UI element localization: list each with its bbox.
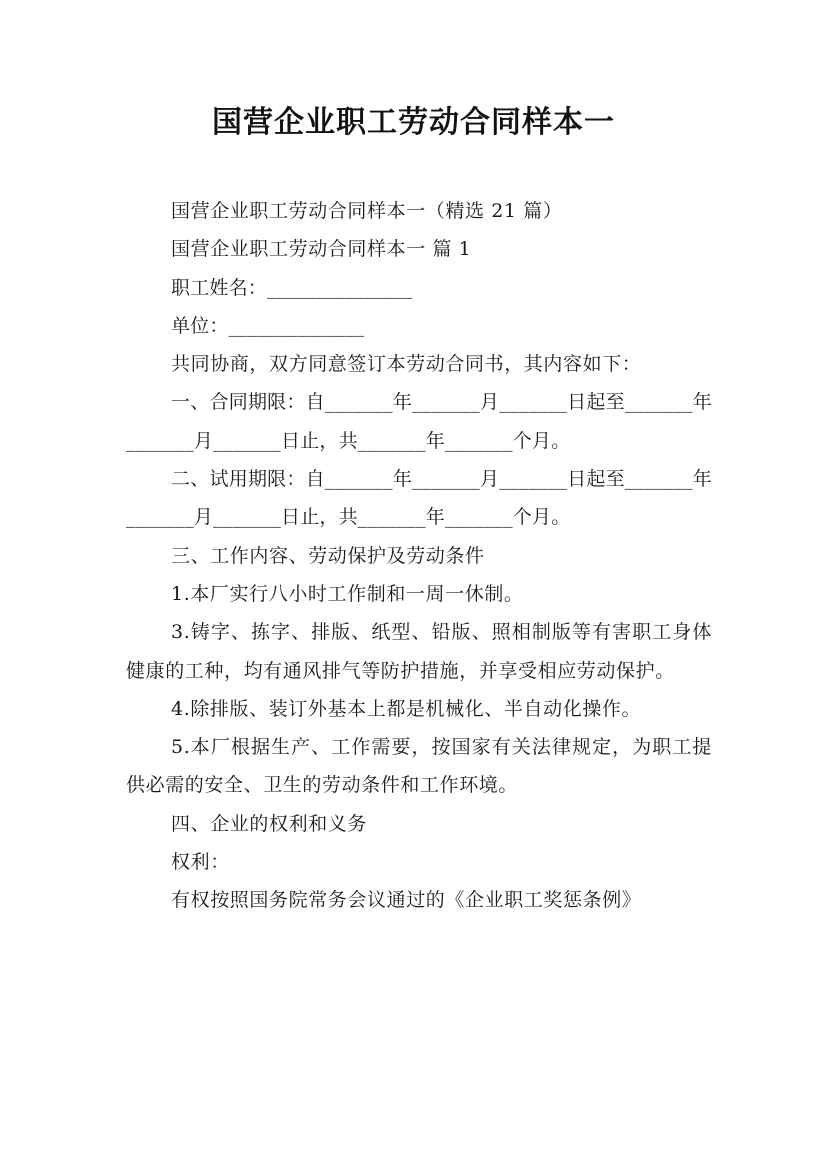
document-title: 国营企业职工劳动合同样本一 (212, 105, 615, 140)
section-four-heading: 四、企业的权利和义务 (171, 812, 368, 835)
clause-item-4: 4.除排版、装订外基本上都是机械化、半自动化操作。 (171, 697, 642, 720)
intro-paragraph: 共同协商，双方同意签订本劳动合同书，其内容如下： (171, 353, 642, 376)
clause-item-5: 5.本厂根据生产、工作需要，按国家有关法律规定，为职工提供必需的安全、卫生的劳动条件和工作环境。 (126, 736, 712, 797)
clause-item-1: 1.本厂实行八小时工作制和一周一休制。 (171, 582, 524, 605)
subtitle-paragraph: 国营企业职工劳动合同样本一（精选 21 篇） (171, 200, 563, 222)
contract-term-clause: 一、合同期限：自_______年_______月_______日起至_______年_______月_______日止，共_______年_______个月。 (126, 391, 712, 452)
rights-label: 权利： (171, 851, 230, 874)
section-three-heading: 三、工作内容、劳动保护及劳动条件 (171, 544, 485, 567)
employer-unit-field: 单位：______________ (171, 314, 365, 337)
document-body (126, 192, 712, 920)
rights-paragraph: 有权按照国务院常务会议通过的《企业职工奖惩条例》 (171, 889, 642, 912)
section-heading-paragraph: 国营企业职工劳动合同样本一 篇 1 (171, 238, 472, 261)
probation-term-clause: 二、试用期限：自_______年_______月_______日起至_______年_______月_______日止，共_______年_______个月。 (126, 468, 712, 529)
employee-name-field: 职工姓名：_______________ (171, 276, 413, 299)
clause-item-3: 3.铸字、拣字、排版、纸型、铅版、照相制版等有害职工身体健康的工种，均有通风排气等防护措施，并享受相应劳动保护。 (126, 621, 712, 682)
